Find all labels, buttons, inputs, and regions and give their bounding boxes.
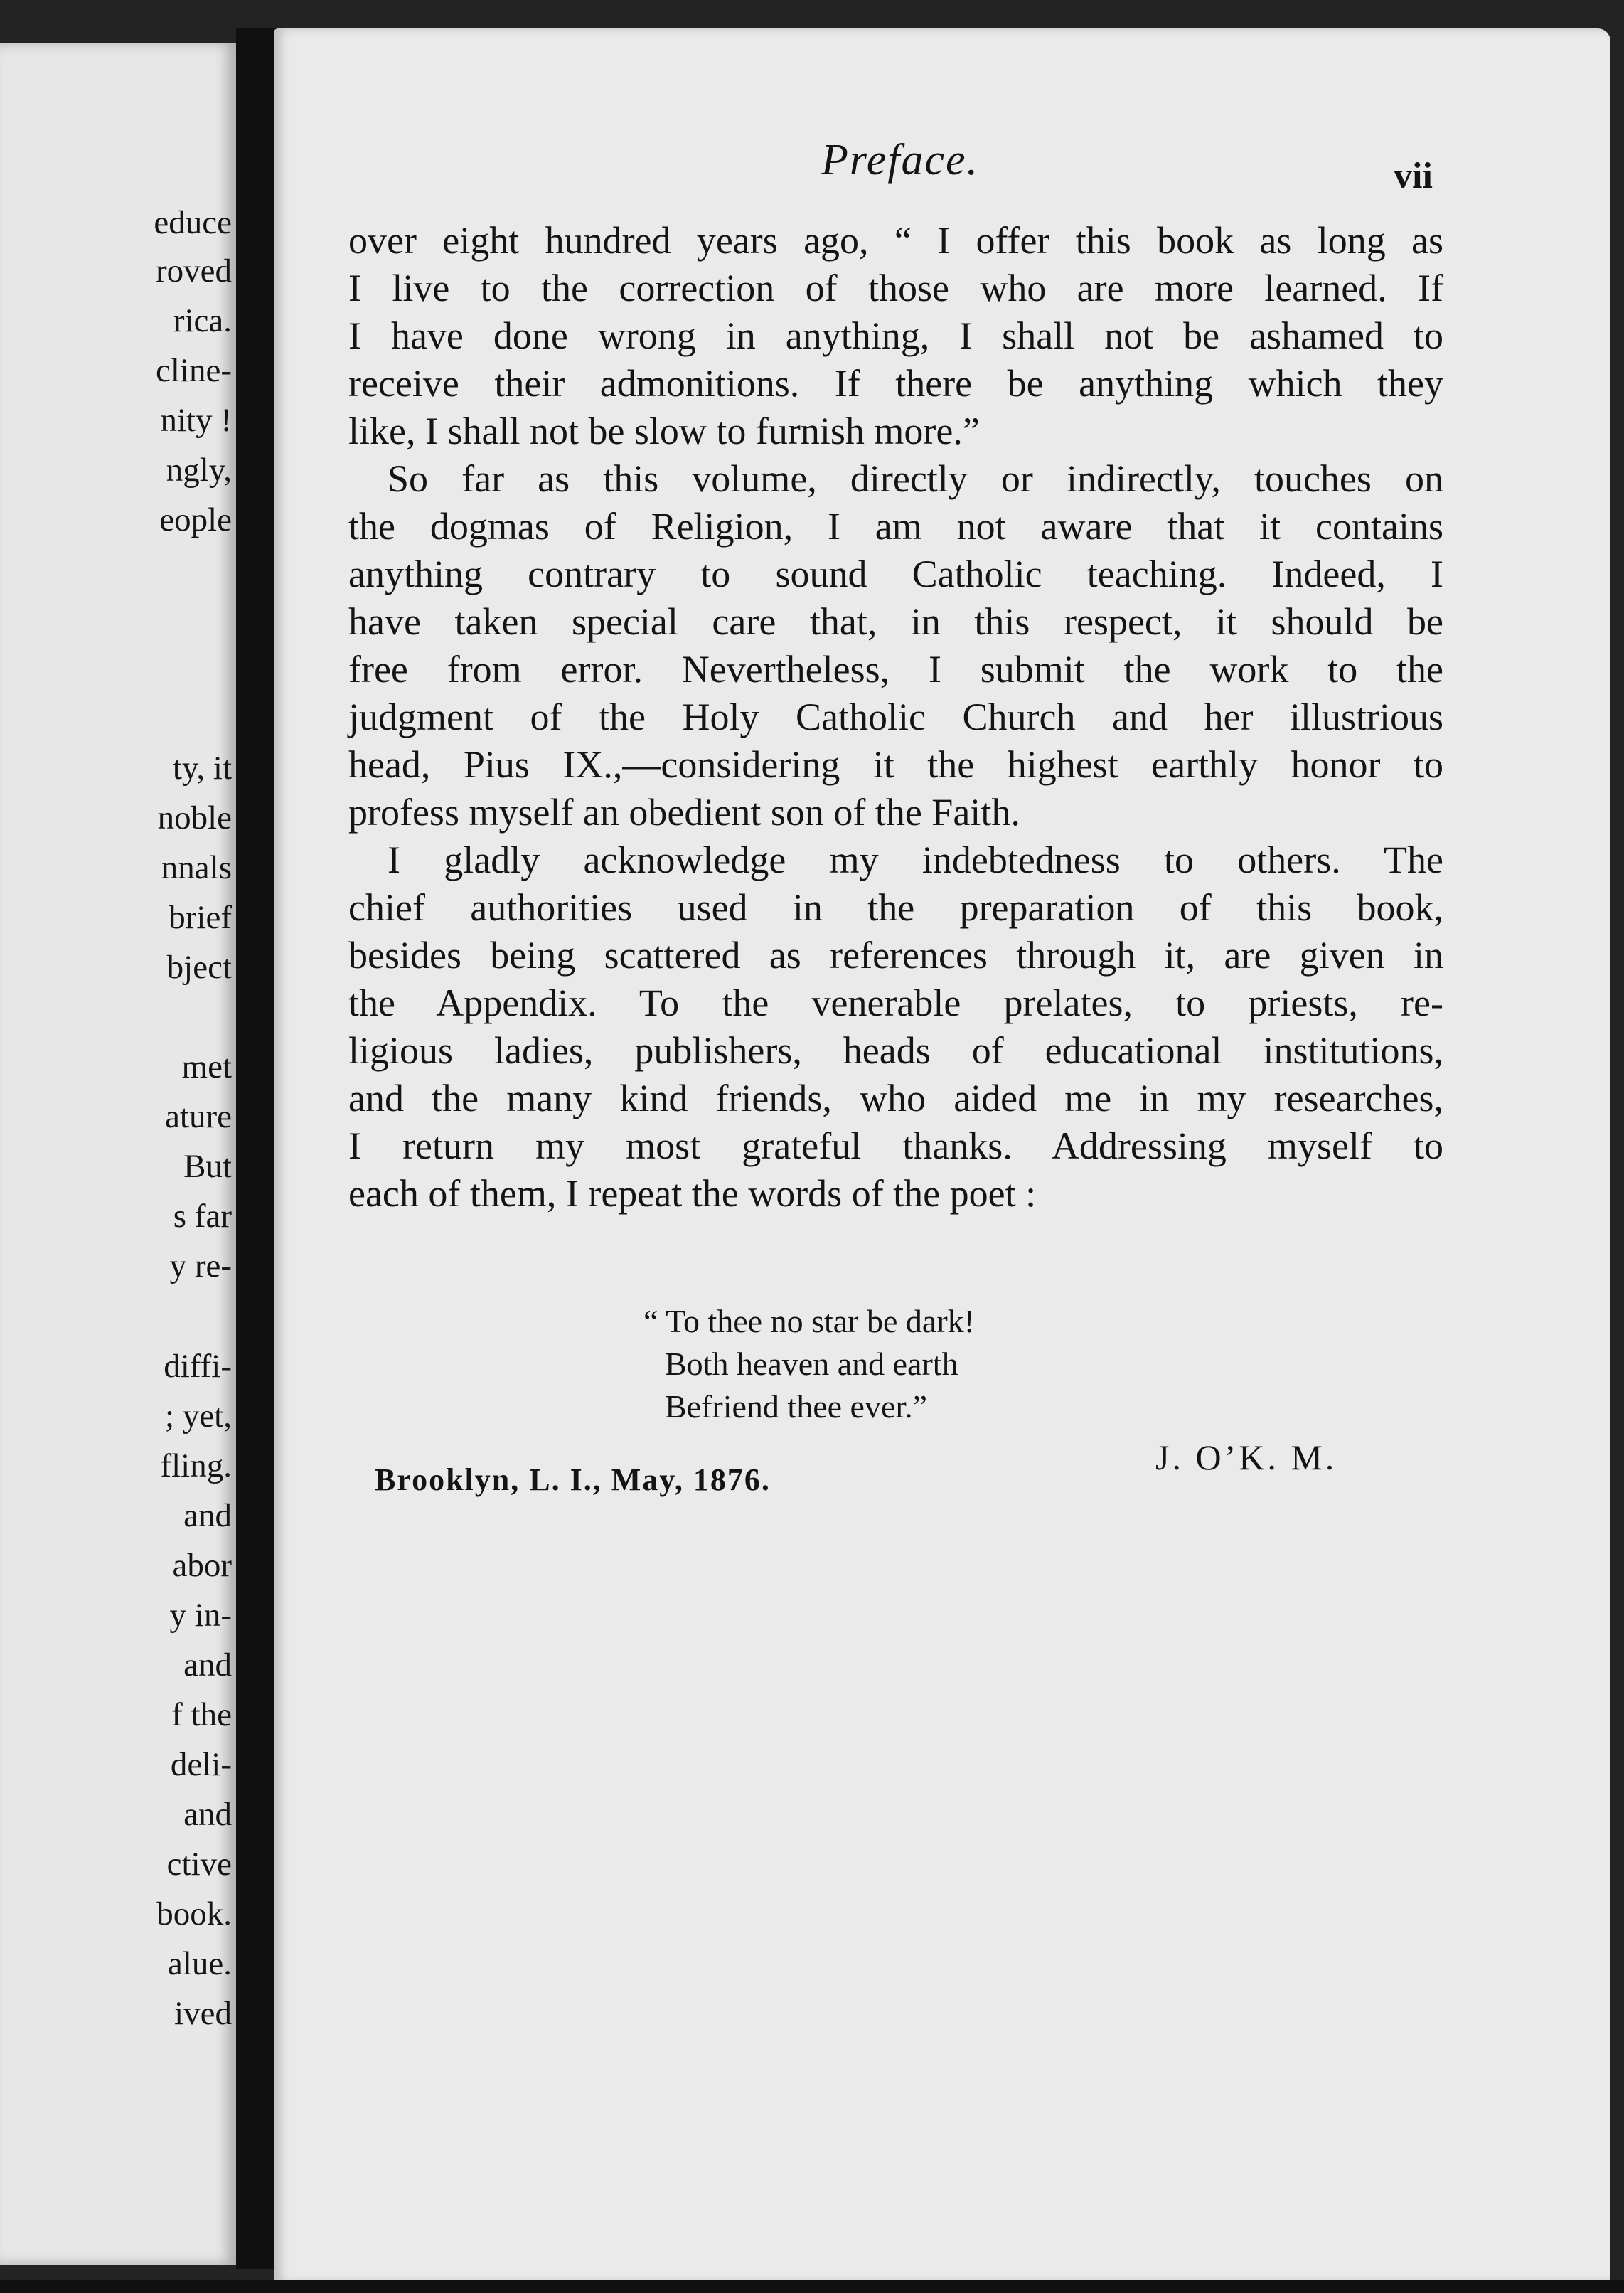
left-fragment: alue. — [167, 1945, 232, 1982]
left-fragment: and — [183, 1497, 232, 1534]
left-fragment: abor — [172, 1547, 232, 1584]
body-line: I live to the correction of those who are more learned. If — [348, 267, 1443, 309]
place-and-date: Brooklyn, L. I., May, 1876. — [375, 1462, 771, 1497]
left-fragment: ature — [165, 1098, 232, 1135]
left-fragment: y in- — [169, 1597, 232, 1634]
page-number: vii — [1394, 156, 1433, 196]
left-fragment: nnals — [161, 849, 232, 886]
body-line: each of them, I repeat the words of the poet : — [348, 1172, 1037, 1215]
body-line: receive their admonitions. If there be anything which they — [348, 362, 1443, 405]
body-line: ligious ladies, publishers, heads of educational institutions, — [348, 1029, 1443, 1072]
body-line: I return my most grateful thanks. Addressing myself to — [348, 1124, 1443, 1167]
left-fragment: rica. — [173, 302, 232, 339]
body-line: the dogmas of Religion, I am not aware that it contains — [348, 505, 1443, 548]
body-line: I have done wrong in anything, I shall not be ashamed to — [348, 314, 1443, 357]
left-fragment: y re- — [169, 1247, 232, 1284]
left-fragment: and — [183, 1796, 232, 1833]
left-fragment: roved — [155, 252, 232, 289]
body-line: chief authorities used in the preparation of this book, — [348, 886, 1443, 929]
bottom-edge-shadow — [0, 2280, 1624, 2293]
body-line: judgment of the Holy Catholic Church and her illustrious — [348, 696, 1443, 738]
left-fragment: deli- — [170, 1746, 232, 1783]
left-fragment: ngly, — [166, 452, 232, 489]
body-line: have taken special care that, in this respect, it should be — [348, 600, 1443, 643]
body-line: I gladly acknowledge my indebtedness to others. The — [388, 839, 1443, 881]
verse-line: Befriend thee ever.” — [665, 1388, 928, 1425]
left-fragment: But — [183, 1148, 232, 1185]
verse-line: Both heaven and earth — [665, 1346, 958, 1382]
left-fragment: fling. — [160, 1447, 232, 1484]
body-line: free from error. Nevertheless, I submit the work to the — [348, 648, 1443, 691]
left-fragment: s far — [173, 1198, 232, 1235]
left-fragment: educe — [154, 204, 232, 241]
running-title: Preface. — [821, 136, 979, 184]
left-fragment: f the — [171, 1696, 232, 1733]
left-fragment: ctive — [166, 1846, 232, 1883]
left-fragment: noble — [157, 799, 232, 836]
left-fragment: brief — [169, 899, 232, 936]
body-line: So far as this volume, directly or indirectly, touches on — [388, 457, 1443, 500]
verse-line: “ To thee no star be dark! — [643, 1303, 975, 1339]
left-fragment: ty, it — [172, 750, 232, 787]
body-line: besides being scattered as references through it, are given in — [348, 934, 1443, 977]
left-fragment: and — [183, 1646, 232, 1683]
body-line: the Appendix. To the venerable prelates, to priests, re- — [348, 981, 1443, 1024]
left-fragment: nity ! — [160, 402, 232, 439]
body-line: profess myself an obedient son of the Faith. — [348, 791, 1020, 834]
left-fragment: met — [181, 1048, 232, 1085]
left-fragment: diffi- — [164, 1348, 232, 1385]
preface-body — [348, 217, 1443, 1218]
body-line: like, I shall not be slow to furnish more.” — [348, 410, 980, 452]
body-line: and the many kind friends, who aided me in my researches, — [348, 1077, 1443, 1119]
left-fragment: eople — [159, 501, 232, 538]
left-fragment: ; yet, — [165, 1398, 232, 1435]
left-fragment: ived — [174, 1995, 232, 2032]
poem-quote — [643, 1300, 975, 1428]
author-initials: J. O’K. M. — [1155, 1437, 1337, 1477]
book-gutter — [236, 28, 277, 2269]
body-line: anything contrary to sound Catholic teaching. Indeed, I — [348, 553, 1443, 595]
left-fragment: cline- — [156, 352, 232, 389]
body-line: head, Pius IX.,—considering it the highest earthly honor to — [348, 743, 1443, 786]
body-line: over eight hundred years ago, “ I offer this book as long as — [348, 219, 1443, 262]
left-fragment: book. — [156, 1895, 232, 1932]
left-fragment: bject — [166, 949, 232, 986]
